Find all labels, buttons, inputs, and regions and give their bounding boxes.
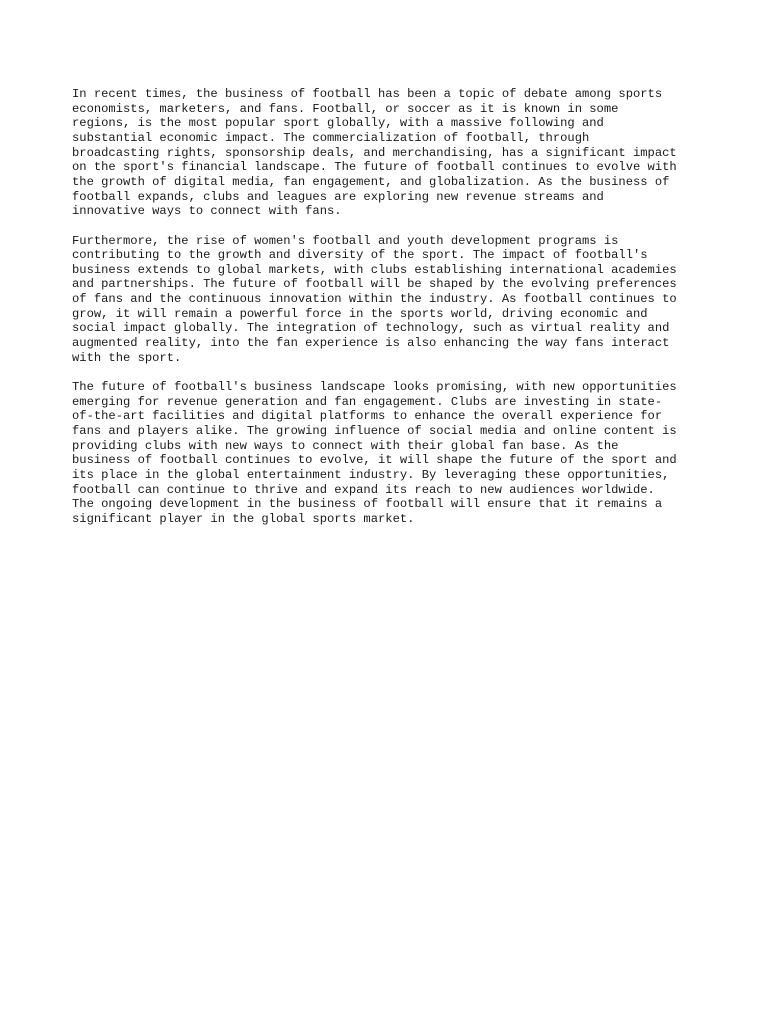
document-body	[72, 87, 702, 541]
paragraph-3: The future of football's business landscape looks promising, with new opportunities emerging for revenue generation and fan engagement. Clubs are investing in state- of-the-art facilities and digital platforms to enhance the overall experience for fans and players alike. The growing influence of social media and online content is providing clubs with new ways to connect with their global fan base. As the business of football continues to evolve, it will shape the future of the sport and its place in the global entertainment industry. By leveraging these opportunities, football can continue to thrive and expand its reach to new audiences worldwide. The ongoing development in the business of football will ensure that it remains a significant player in the global sports market.	[72, 380, 677, 526]
paragraph-1: In recent times, the business of football has been a topic of debate among sports economists, marketers, and fans. Football, or soccer as it is known in some regions, is the most popular sport globally, with a massive following and substantial economic impact. The commercialization of football, through broadcasting rights, sponsorship deals, and merchandising, has a significant impact on the sport's financial landscape. The future of football continues to evolve with the growth of digital media, fan engagement, and globalization. As the business of football expands, clubs and leagues are exploring new revenue streams and innovative ways to connect with fans.	[72, 87, 677, 219]
paragraph-2: Furthermore, the rise of women's football and youth development programs is contributing to the growth and diversity of the sport. The impact of football's business extends to global markets, with clubs establishing international academies and partnerships. The future of football will be shaped by the evolving preferences of fans and the continuous innovation within the industry. As football continues to grow, it will remain a powerful force in the sports world, driving economic and social impact globally. The integration of technology, such as virtual reality and augmented reality, into the fan experience is also enhancing the way fans interact with the sport.	[72, 233, 677, 365]
